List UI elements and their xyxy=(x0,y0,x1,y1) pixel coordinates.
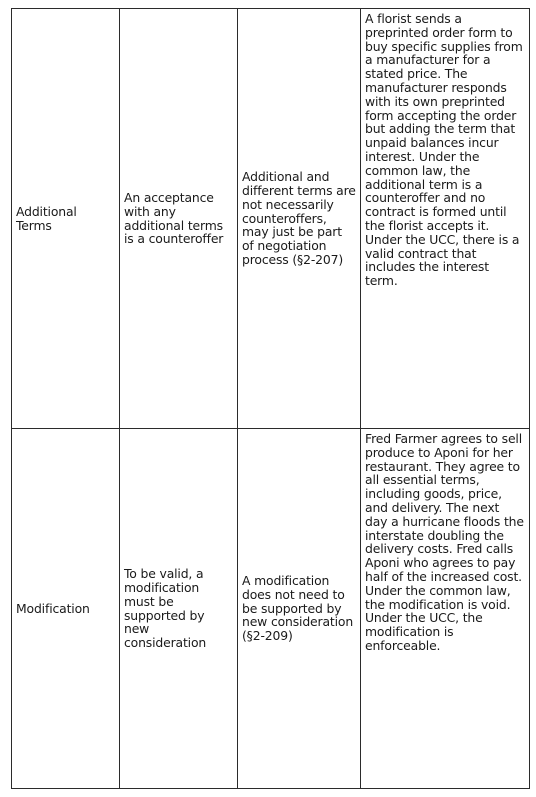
common-law-cell xyxy=(120,429,238,789)
common-law-rule: To be valid, a modification must be supported by new consideration xyxy=(124,566,207,651)
table-row xyxy=(12,429,530,789)
topic-cell xyxy=(12,429,120,789)
common-law-cell xyxy=(120,9,238,429)
common-law-rule: An acceptance with any additional terms is a counteroffer xyxy=(124,189,224,247)
topic-modification: Modification xyxy=(16,600,90,616)
example-cell xyxy=(361,9,530,429)
ucc-cell xyxy=(238,429,361,789)
example-cell xyxy=(361,429,530,789)
ucc-cell xyxy=(238,9,361,429)
topic-additional-terms: Additional Terms xyxy=(16,203,77,233)
topic-cell xyxy=(12,9,120,429)
ucc-rule: A modification does not need to be supported by new consideration (§2-209) xyxy=(242,573,354,644)
example-text: Fred Farmer agrees to sell produce to Aponi for her restaurant. They agree to all essential terms, including goods, price, and delivery. The next day a hurricane floods the interstate doubling the delivery costs. Fred calls Aponi who agrees to pay half of the increased cost. Under the common law, the modification is void. Under the UCC, the modification is enforceable. xyxy=(365,431,524,653)
table-row xyxy=(12,9,530,429)
ucc-rule: Additional and different terms are not necessarily counteroffers, may just be part of negotiation process (§2-207) xyxy=(242,169,356,267)
example-text: A florist sends a preprinted order form to buy specific supplies from a manufacturer for a stated price. The manufacturer responds with its own preprinted form accepting the order but adding the term that unpaid balances incur interest. Under the common law, the additional term is a counteroffer and no contract is formed until the florist accepts it. Under the UCC, there is a valid contract that includes the interest term. xyxy=(365,11,523,289)
comparison-table xyxy=(11,8,530,789)
